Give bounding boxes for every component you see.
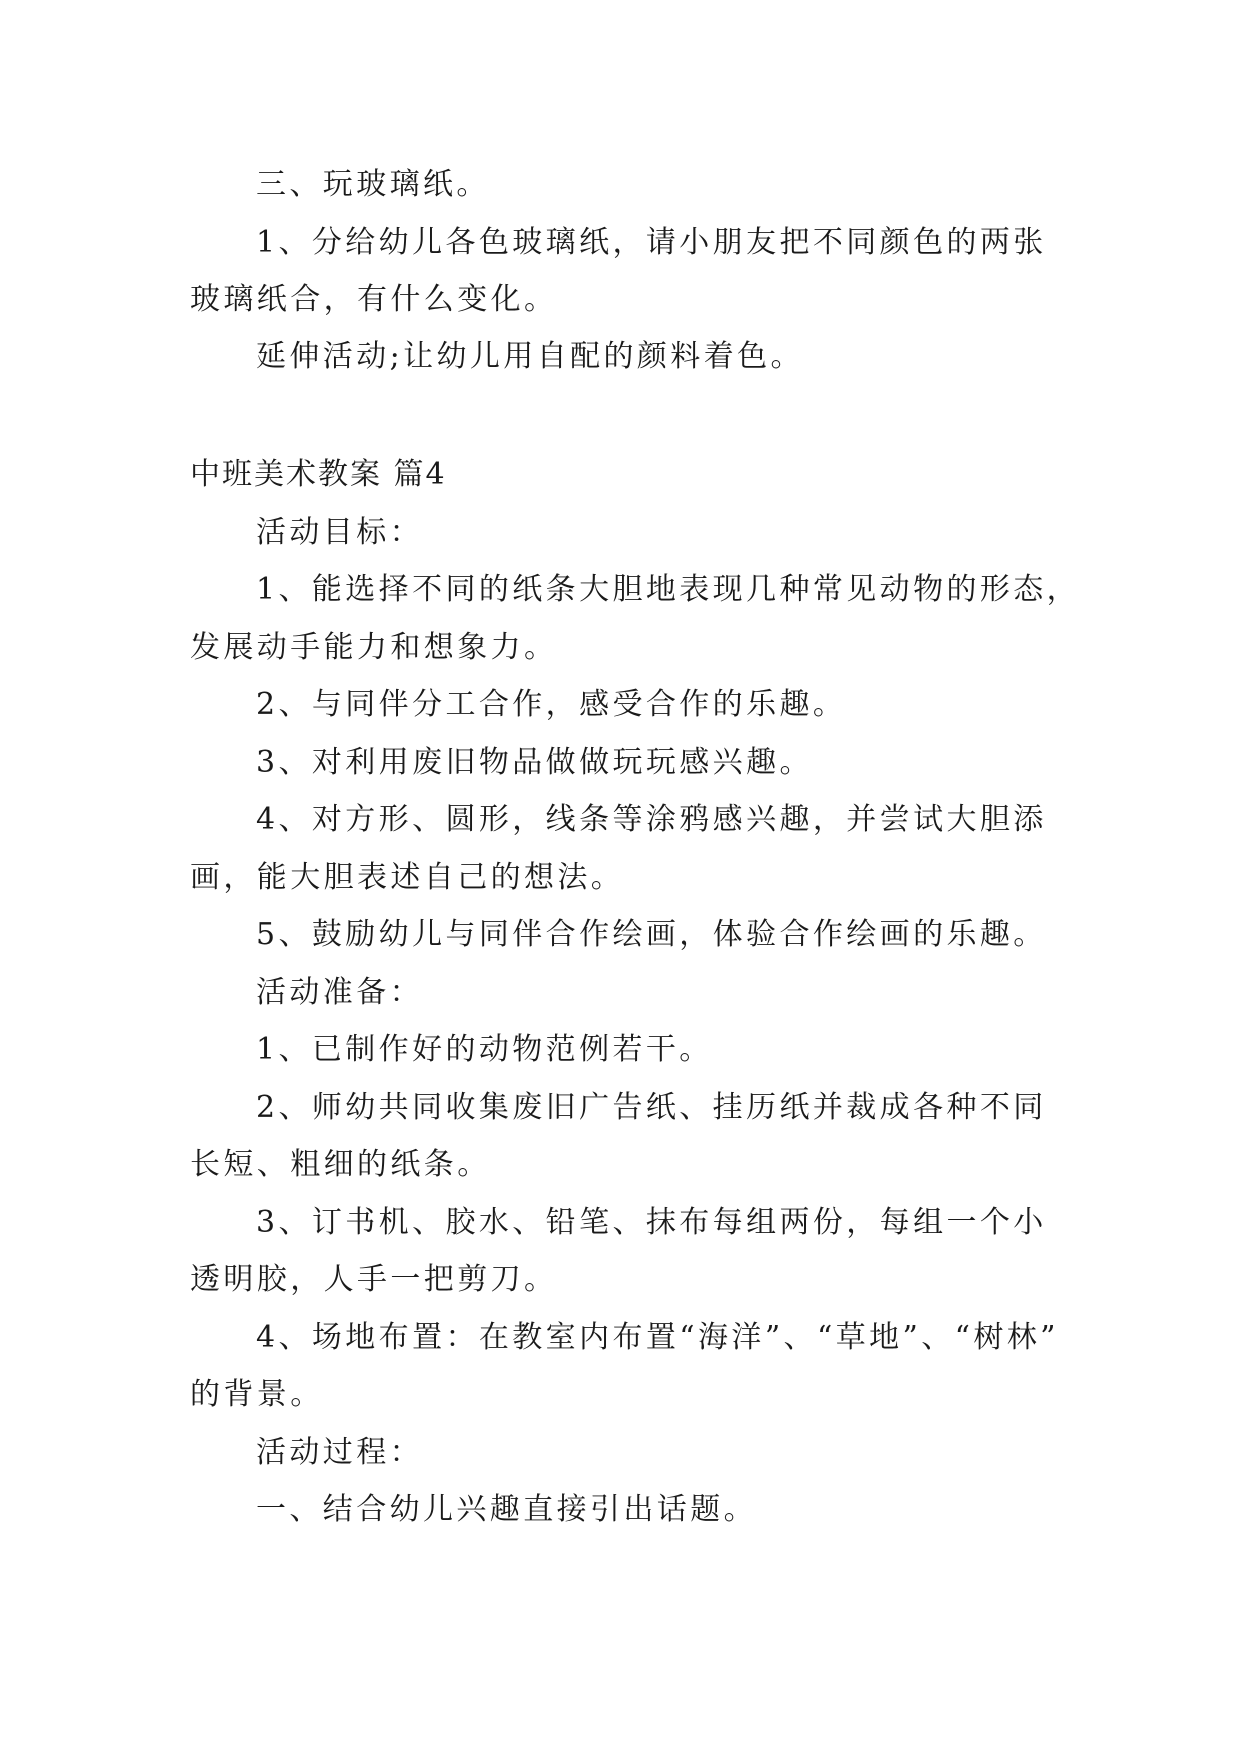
goal-4: 4、对方形、圆形，线条等涂鸦感兴趣，并尝试大胆添 — [256, 802, 1047, 837]
prep-4-cont: 的背景。 — [190, 1377, 324, 1412]
prep-1: 1、已制作好的动物范例若干。 — [256, 1032, 713, 1067]
goal-4-cont: 画，能大胆表述自己的想法。 — [190, 860, 625, 895]
goal-1: 1、能选择不同的纸条大胆地表现几种常见动物的形态， — [256, 572, 1081, 607]
goals-heading: 活动目标： — [256, 515, 423, 550]
prep-2: 2、师幼共同收集废旧广告纸、挂历纸并裁成各种不同 — [256, 1090, 1047, 1125]
process-1: 一、结合幼儿兴趣直接引出话题。 — [256, 1492, 757, 1527]
prep-heading: 活动准备： — [256, 975, 423, 1010]
paragraph-cellophane-step1: 1、分给幼儿各色玻璃纸，请小朋友把不同颜色的两张 — [256, 225, 1047, 260]
prep-3: 3、订书机、胶水、铅笔、抹布每组两份，每组一个小 — [256, 1205, 1047, 1240]
prep-3-cont: 透明胶，人手一把剪刀。 — [190, 1262, 558, 1297]
goal-5: 5、鼓励幼儿与同伴合作绘画，体验合作绘画的乐趣。 — [256, 917, 1047, 952]
goal-3: 3、对利用废旧物品做做玩玩感兴趣。 — [256, 745, 813, 780]
paragraph-cellophane-step1-cont: 玻璃纸合，有什么变化。 — [190, 282, 558, 317]
goal-1-cont: 发展动手能力和想象力。 — [190, 630, 558, 665]
prep-4: 4、场地布置：在教室内布置“海洋”、“草地”、“树林” — [256, 1320, 1059, 1355]
paragraph-play-cellophane: 三、玩玻璃纸。 — [256, 167, 490, 202]
paragraph-extension-activity: 延伸活动;让幼儿用自配的颜料着色。 — [256, 339, 804, 374]
process-heading: 活动过程： — [256, 1435, 423, 1470]
section-title: 中班美术教案 篇4 — [190, 457, 447, 492]
goal-2: 2、与同伴分工合作，感受合作的乐趣。 — [256, 687, 847, 722]
prep-2-cont: 长短、粗细的纸条。 — [190, 1147, 491, 1182]
